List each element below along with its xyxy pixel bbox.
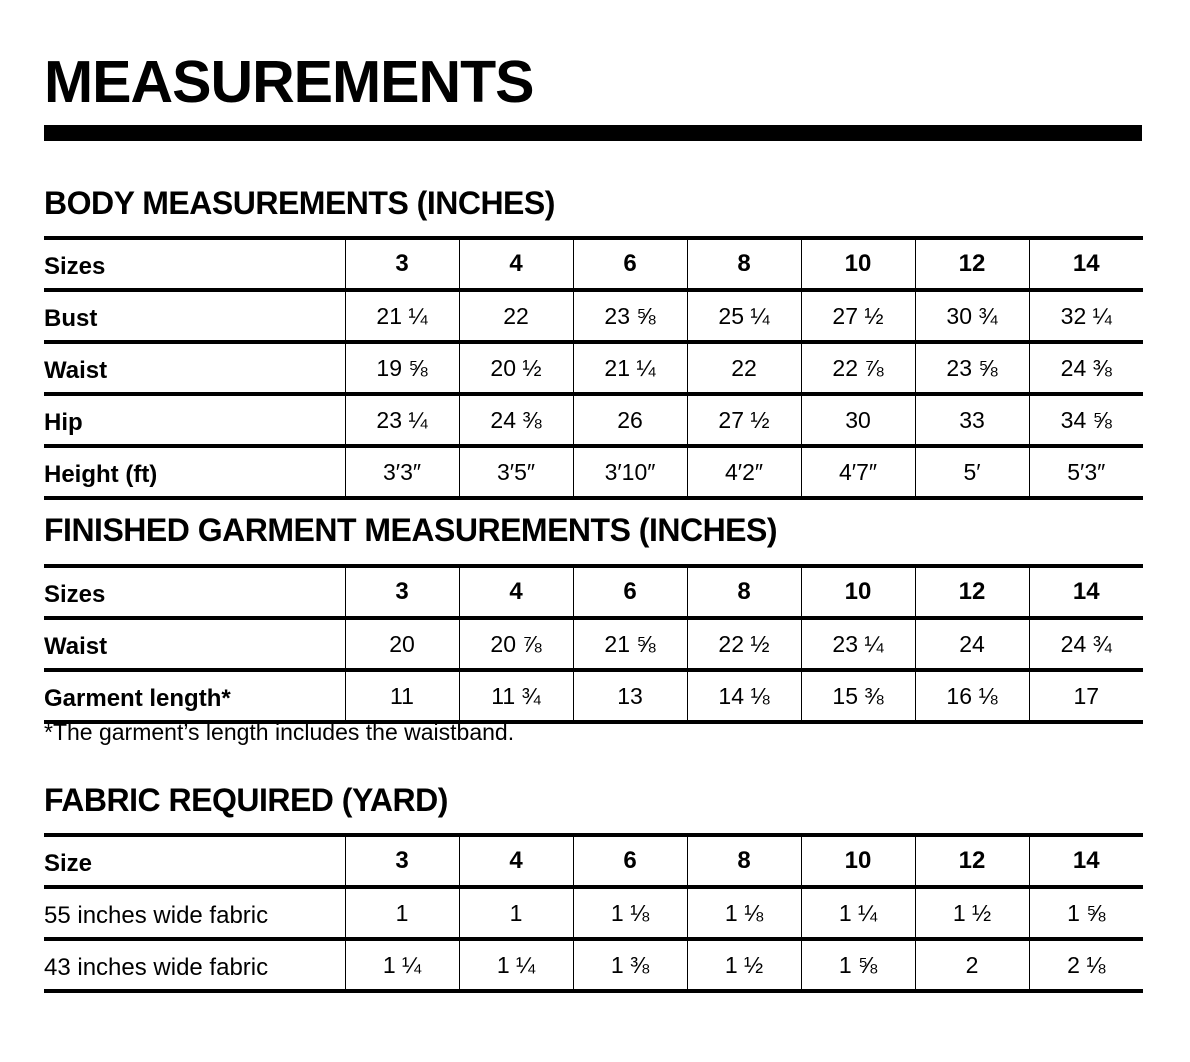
table-cell: 1 ⅝ [1029,887,1143,939]
row-label: Garment length* [44,670,345,722]
size-header-cell: 12 [915,238,1029,290]
table-row [44,342,1143,394]
table-row [44,394,1143,446]
size-header-cell: 6 [573,238,687,290]
table-cell: 22 [687,342,801,394]
page-title: MEASUREMENTS [44,49,534,115]
table-row [44,670,1143,722]
table-cell: 2 ⅛ [1029,939,1143,991]
size-header-cell: 10 [801,566,915,618]
size-header-cell: 8 [687,238,801,290]
table-cell: 1 ⅛ [573,887,687,939]
body-measurements-title: BODY MEASUREMENTS (INCHES) [44,185,555,221]
table-cell: 30 [801,394,915,446]
table-cell: 4′2″ [687,446,801,498]
table-cell: 30 ¾ [915,290,1029,342]
table-cell: 2 [915,939,1029,991]
row-label: Waist [44,342,345,394]
table-cell: 1 ⅝ [801,939,915,991]
finished-garment-title: FINISHED GARMENT MEASUREMENTS (INCHES) [44,512,778,548]
table-row [44,290,1143,342]
table-cell: 5′3″ [1029,446,1143,498]
table-cell: 1 [345,887,459,939]
table-cell: 21 ⅝ [573,618,687,670]
table-row [44,939,1143,991]
table-cell: 23 ⅝ [573,290,687,342]
fabric-required-title: FABRIC REQUIRED (YARD) [44,782,448,818]
table-cell: 1 [459,887,573,939]
header-row [44,238,1143,290]
table-row [44,887,1143,939]
table-cell: 14 ⅛ [687,670,801,722]
table-cell: 24 ¾ [1029,618,1143,670]
table-cell: 24 ⅜ [459,394,573,446]
size-header-cell: 3 [345,238,459,290]
size-header-cell: 14 [1029,238,1143,290]
table-cell: 1 ¼ [459,939,573,991]
table-cell: 32 ¼ [1029,290,1143,342]
body-measurements-table [44,236,1143,500]
size-header-cell: 3 [345,566,459,618]
sizes-header-label: Sizes [44,566,345,618]
table-cell: 24 [915,618,1029,670]
table-row [44,446,1143,498]
table-cell: 13 [573,670,687,722]
size-header-cell: 8 [687,835,801,887]
size-header-cell: 14 [1029,566,1143,618]
table-cell: 34 ⅝ [1029,394,1143,446]
table-cell: 4′7″ [801,446,915,498]
table-cell: 16 ⅛ [915,670,1029,722]
table-cell: 23 ¼ [801,618,915,670]
table-cell: 3′10″ [573,446,687,498]
size-header-label: Size [44,835,345,887]
table-cell: 27 ½ [687,394,801,446]
garment-length-footnote: *The garment’s length includes the waistband. [44,719,515,745]
table-cell: 22 ½ [687,618,801,670]
table-cell: 26 [573,394,687,446]
table-cell: 20 ½ [459,342,573,394]
table-cell: 1 ½ [915,887,1029,939]
table-cell: 22 ⅞ [801,342,915,394]
finished-garment-table [44,564,1143,724]
size-header-cell: 10 [801,835,915,887]
table-cell: 1 ¼ [801,887,915,939]
table-cell: 20 [345,618,459,670]
table-cell: 21 ¼ [345,290,459,342]
size-header-cell: 4 [459,835,573,887]
size-header-cell: 10 [801,238,915,290]
table-cell: 1 ¼ [345,939,459,991]
size-header-cell: 6 [573,835,687,887]
size-header-cell: 12 [915,566,1029,618]
table-row [44,618,1143,670]
table-cell: 11 ¾ [459,670,573,722]
fabric-required-table [44,833,1143,993]
table-cell: 1 ⅜ [573,939,687,991]
size-header-cell: 6 [573,566,687,618]
row-label: Height (ft) [44,446,345,498]
table-cell: 22 [459,290,573,342]
table-cell: 17 [1029,670,1143,722]
size-header-cell: 12 [915,835,1029,887]
table-cell: 5′ [915,446,1029,498]
size-header-cell: 14 [1029,835,1143,887]
table-cell: 23 ¼ [345,394,459,446]
table-cell: 23 ⅝ [915,342,1029,394]
table-cell: 33 [915,394,1029,446]
row-label: Hip [44,394,345,446]
sizes-header-label: Sizes [44,238,345,290]
table-cell: 1 ⅛ [687,887,801,939]
size-header-cell: 4 [459,238,573,290]
table-cell: 25 ¼ [687,290,801,342]
table-cell: 24 ⅜ [1029,342,1143,394]
row-label: 55 inches wide fabric [44,887,345,939]
title-divider [44,125,1142,141]
table-cell: 21 ¼ [573,342,687,394]
header-row [44,566,1143,618]
table-cell: 11 [345,670,459,722]
row-label: 43 inches wide fabric [44,939,345,991]
table-cell: 15 ⅜ [801,670,915,722]
table-cell: 1 ½ [687,939,801,991]
row-label: Waist [44,618,345,670]
table-cell: 19 ⅝ [345,342,459,394]
size-header-cell: 8 [687,566,801,618]
size-header-cell: 4 [459,566,573,618]
row-label: Bust [44,290,345,342]
table-cell: 27 ½ [801,290,915,342]
table-cell: 3′5″ [459,446,573,498]
table-cell: 3′3″ [345,446,459,498]
size-header-cell: 3 [345,835,459,887]
table-cell: 20 ⅞ [459,618,573,670]
header-row [44,835,1143,887]
